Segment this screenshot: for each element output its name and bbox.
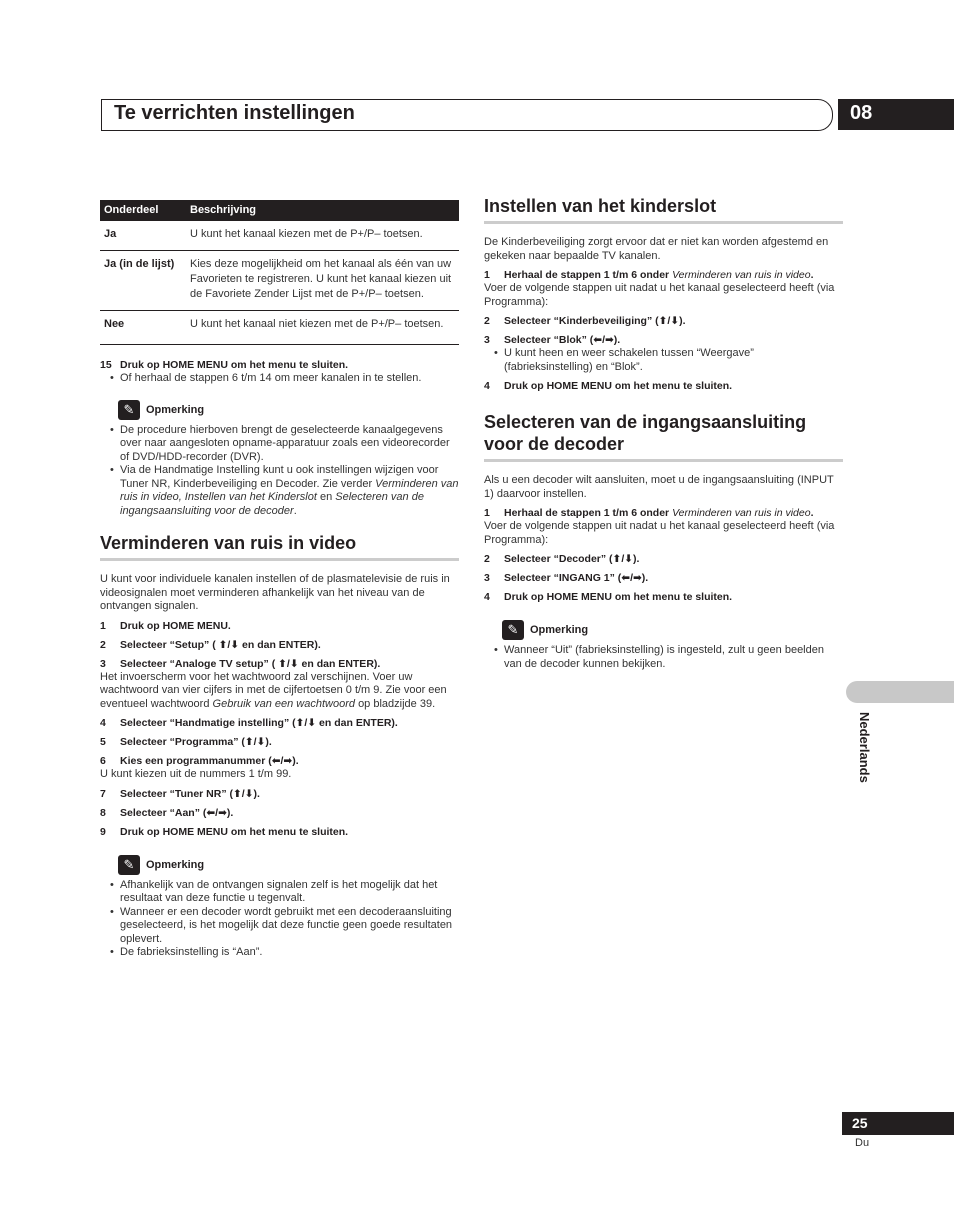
step-6: 6 Kies een programmanummer (⬅/➡). [100, 755, 299, 767]
note-bullet: • Via de Handmatige Instelling kunt u ook instellingen wijzigen voor Tuner NR, Kinderbeveiliging en Decoder. Zie verder Verminderen van ruis in video, Instellen van het Kinderslot en Selecteren van de ingangsaansluiting voor de decoder. [110, 464, 459, 518]
step-5: 5 Selecteer “Programma” (⬆/⬇). [100, 736, 272, 748]
section-title: Verminderen van ruis in video [100, 533, 357, 553]
table-cell-key: Nee [100, 311, 186, 345]
note-bullet: • Wanneer er een decoder wordt gebruikt met een decoderaansluiting geselecteerd, is het mogelijk dat deze functie geen goede resultaten oplevert. [110, 906, 459, 947]
note-title: Opmerking [530, 623, 589, 636]
step-9: 9 Druk op HOME MENU om het menu te sluiten. [100, 825, 349, 838]
step-3: 3 Selecteer “Blok” (⬅/➡). [484, 334, 621, 346]
chapter-number: 08 [850, 102, 873, 124]
section-intro: De Kinderbeveiliging zorgt ervoor dat er niet kan worden afgestemd en gekeken naar bepaalde TV kanalen. [484, 236, 829, 262]
note-bullet: • Wanneer “Uit” (fabrieksinstelling) is ingesteld, zult u geen beelden van de decoder kunnen bekijken. [494, 644, 843, 671]
note-bullet: • Afhankelijk van de ontvangen signalen zelf is het mogelijk dat het resultaat van deze functie u tegenvalt. [110, 879, 459, 906]
note-title: Opmerking [146, 403, 205, 416]
step-2: 2 Selecteer “Decoder” (⬆/⬇). [484, 553, 640, 565]
language-tab [846, 681, 954, 703]
page-title: Te verrichten instellingen [114, 102, 355, 124]
section-intro: Als u een decoder wilt aansluiten, moet u de ingangsaansluiting (INPUT 1) daarvoor instellen. [484, 474, 834, 500]
section-rule [484, 221, 843, 224]
table-row [100, 221, 459, 251]
step-3-text: Het invoerscherm voor het wachtwoord zal verschijnen. Voer uw wachtwoord van vier cijfers in met de cijfertoetsen 0 t/m 9. Zie voor een eventueel wachtwoord Gebruik van een wachtwoord op bladzijde 39. [100, 670, 447, 710]
chapter-badge [838, 99, 954, 130]
settings-table [100, 200, 459, 345]
step-15-bullet: • Of herhaal de stappen 6 t/m 14 om meer kanalen in te stellen. [110, 372, 459, 386]
language-code: Du [855, 1137, 870, 1149]
step-1-text: Voer de volgende stappen uit nadat u het kanaal geselecteerd heeft (via Programma): [484, 520, 835, 546]
step-3-bullet: • U kunt heen en weer schakelen tussen “Weergave” (fabrieksinstelling) en “Blok”. [494, 347, 843, 374]
section-rule [484, 459, 843, 462]
step-1-text: Voer de volgende stappen uit nadat u het kanaal geselecteerd heeft (via Programma): [484, 282, 835, 308]
section-title: Selecteren van de ingangsaansluiting voor de decoder [484, 412, 807, 454]
table-row [100, 311, 459, 345]
step-3: 3 Selecteer “INGANG 1” (⬅/➡). [484, 572, 649, 584]
step-2: 2 Selecteer “Setup” ( ⬆/⬇ en dan ENTER). [100, 638, 321, 651]
table-cell-key: Ja (in de lijst) [100, 251, 186, 311]
table-cell-desc: U kunt het kanaal kiezen met de P+/P– toetsen. [186, 221, 459, 251]
left-column [100, 200, 459, 960]
step-1: 1 Druk op HOME MENU. [100, 619, 231, 632]
section-title: Instellen van het kinderslot [484, 196, 717, 216]
step-3: 3 Selecteer “Analoge TV setup” ( ⬆/⬇ en dan ENTER). [100, 657, 381, 670]
step-8: 8 Selecteer “Aan” (⬅/➡). [100, 806, 234, 819]
note-bullet: • De procedure hierboven brengt de geselecteerde kanaalgegevens over naar aangesloten opname-apparatuur zoals een videorecorder of DVD/HDD-recorder (DVR). [110, 424, 459, 465]
note-bullet: • De fabrieksinstelling is “Aan”. [110, 946, 459, 960]
pencil-icon: ✎ [118, 855, 140, 875]
note-title: Opmerking [146, 858, 205, 871]
page-number: 25 [852, 1115, 868, 1131]
table-cell-desc: U kunt het kanaal niet kiezen met de P+/P– toetsen. [186, 311, 459, 345]
pencil-icon: ✎ [118, 400, 140, 420]
step-1: 1 Herhaal de stappen 1 t/m 6 onder Verminderen van ruis in video. [484, 507, 814, 519]
step-4: 4 Druk op HOME MENU om het menu te sluiten. [484, 591, 733, 603]
language-label: Nederlands [857, 712, 872, 783]
section-intro: U kunt voor individuele kanalen instellen of de plasmatelevisie de ruis in videosignalen moet verminderen afhankelijk van het niveau van de ontvangen signalen. [100, 573, 450, 612]
table-header-desc: Beschrijving [186, 200, 459, 221]
pencil-icon: ✎ [502, 620, 524, 640]
table-cell-desc: Kies deze mogelijkheid om het kanaal als één van uw Favorieten te registreren. U kunt het kanaal kiezen uit de Favoriete Zender Lijst met de P+/P– toetsen. [186, 251, 459, 311]
step-15: 15 Druk op HOME MENU om het menu te sluiten. [100, 359, 349, 371]
step-7: 7 Selecteer “Tuner NR” (⬆/⬇). [100, 787, 260, 800]
table-cell-key: Ja [100, 221, 186, 251]
step-6-text: U kunt kiezen uit de nummers 1 t/m 99. [100, 768, 292, 780]
note-2 [118, 855, 459, 875]
step-2: 2 Selecteer “Kinderbeveiliging” (⬆/⬇). [484, 315, 686, 327]
section-rule [100, 558, 459, 561]
table-header-item: Onderdeel [100, 200, 186, 221]
step-1: 1 Herhaal de stappen 1 t/m 6 onder Verminderen van ruis in video. [484, 269, 814, 281]
table-row [100, 251, 459, 311]
step-4: 4 Druk op HOME MENU om het menu te sluiten. [484, 380, 733, 392]
note-3 [502, 620, 843, 640]
step-4: 4 Selecteer “Handmatige instelling” (⬆/⬇ en dan ENTER). [100, 717, 398, 729]
page-number-badge [842, 1112, 954, 1135]
note-1 [118, 400, 459, 420]
right-column [484, 195, 843, 671]
